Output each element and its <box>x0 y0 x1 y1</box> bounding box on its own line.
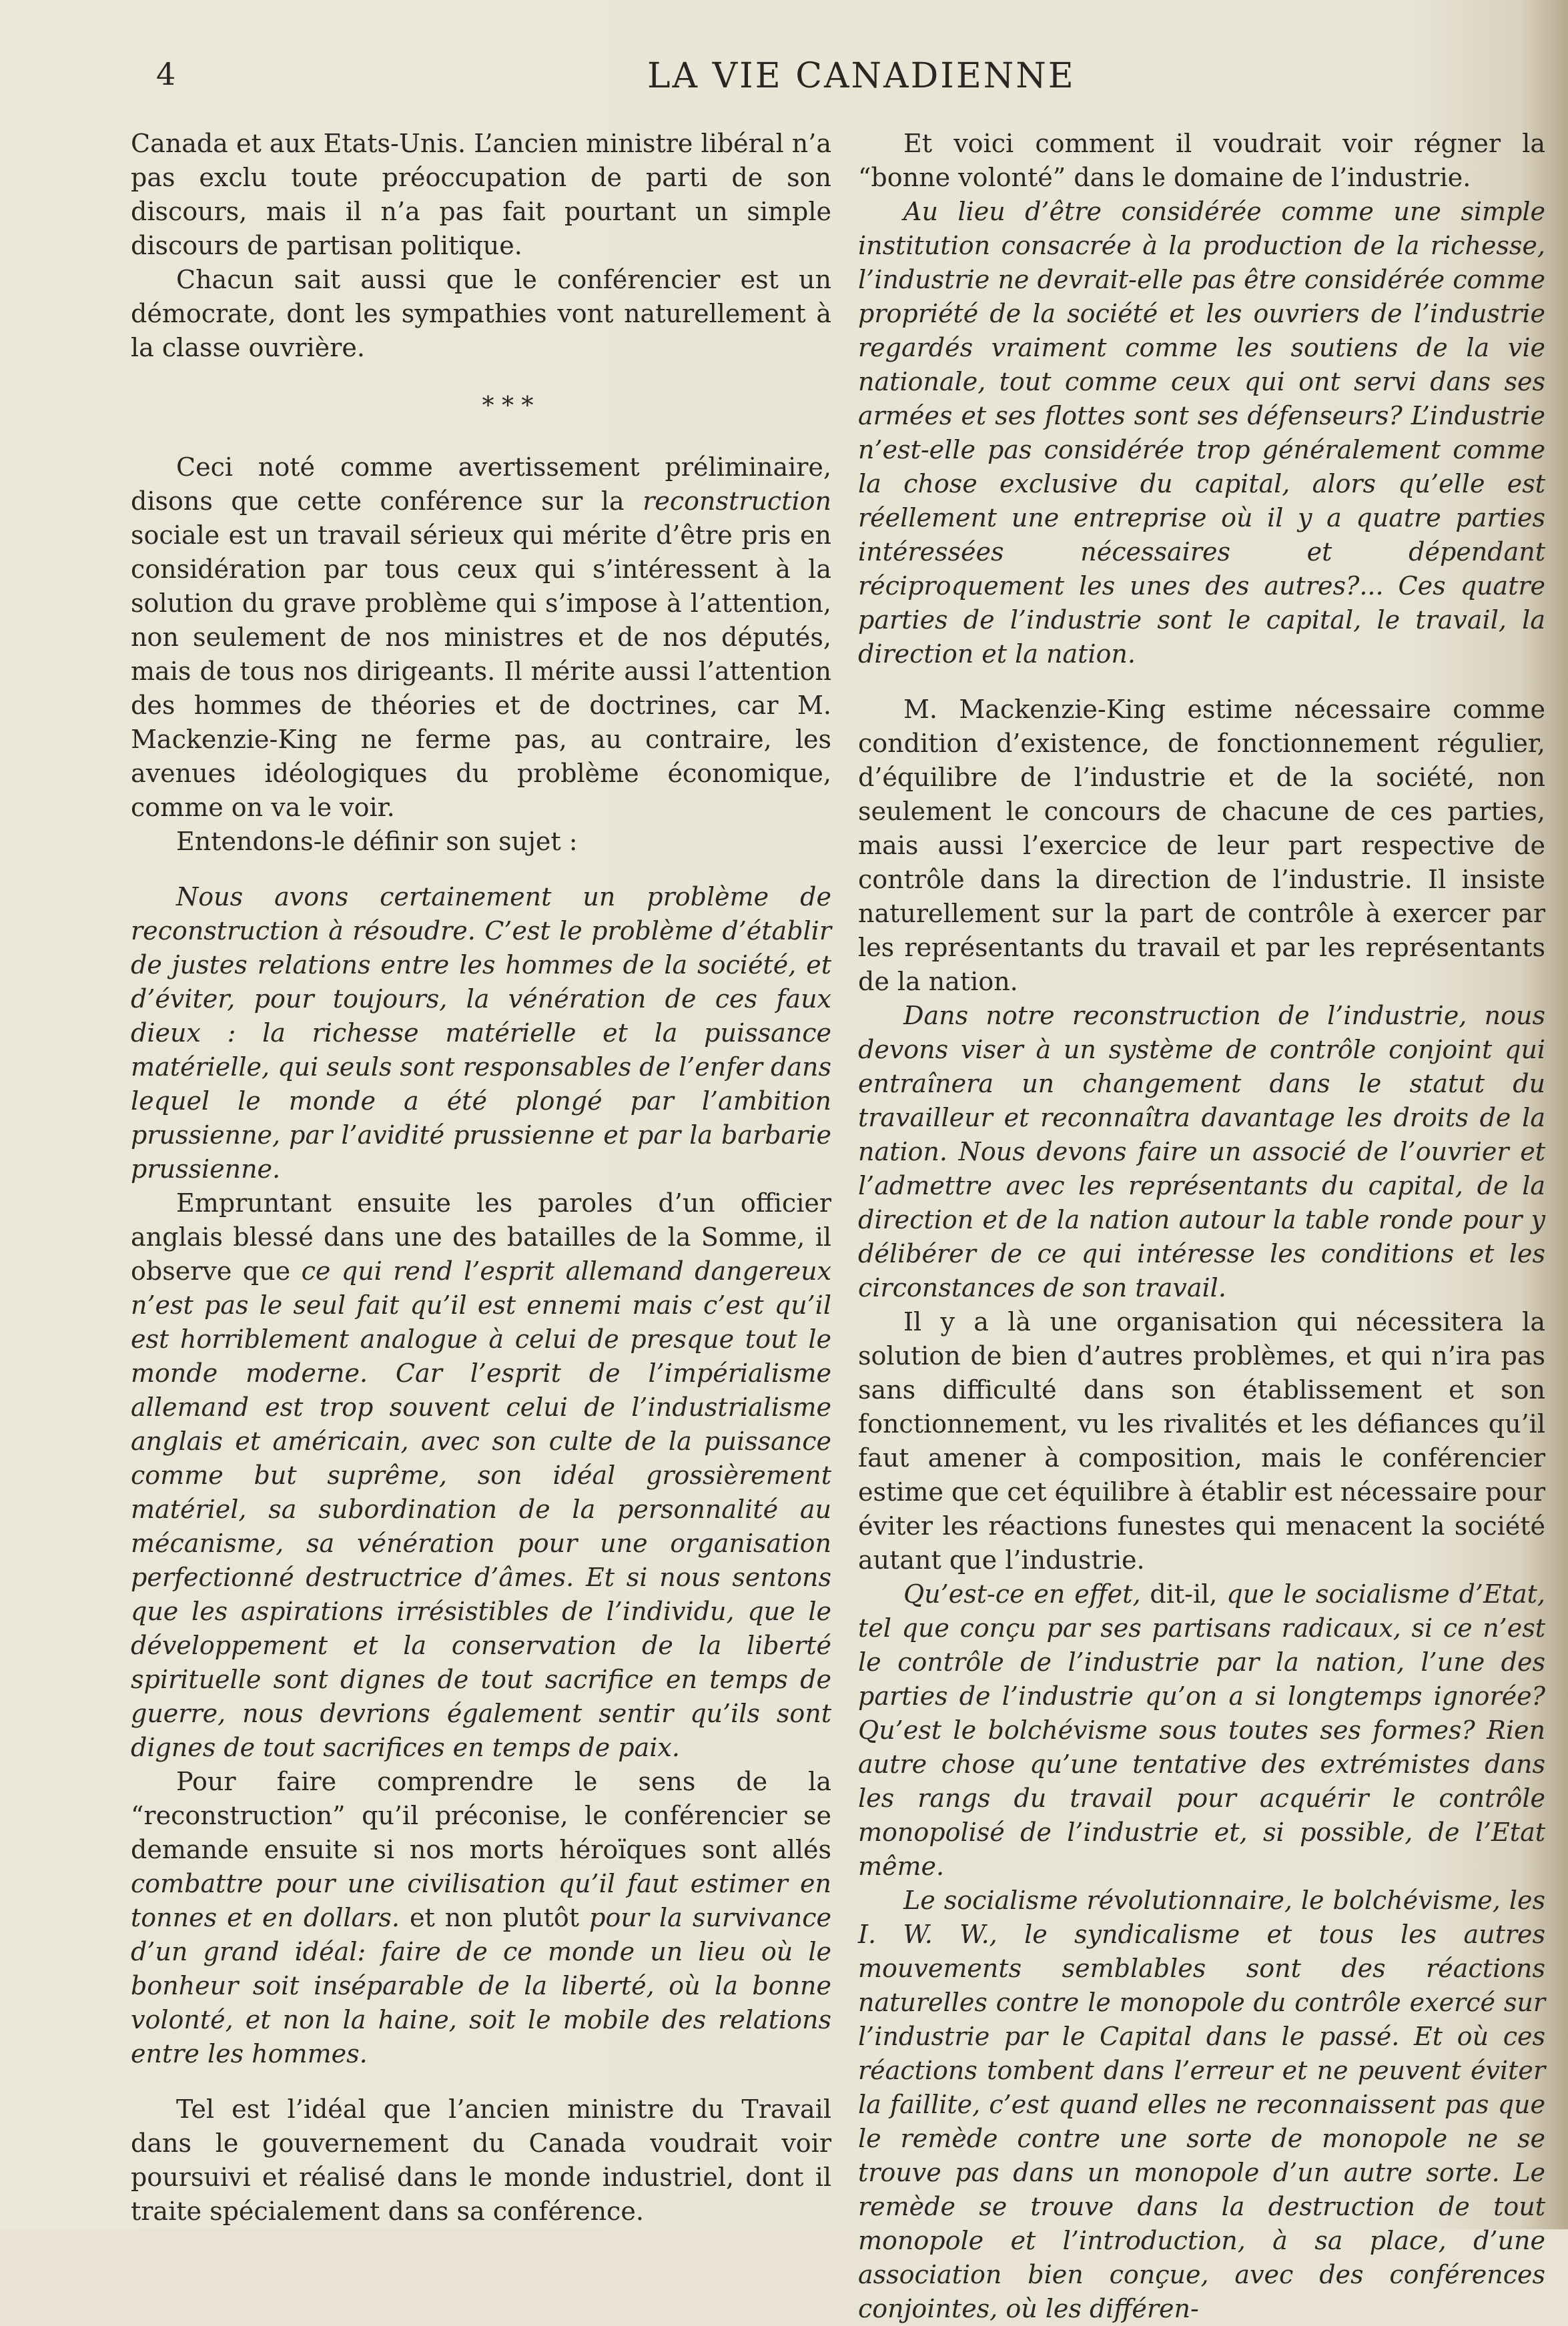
page-header <box>156 56 1524 109</box>
paragraph: Il y a là une organisation qui nécessitera la solution de bien d’autres problèmes, et qui n’ira pas sans difficulté dans son établissement et son fonctionnement, vu les rivalités et les défiances qu’il faut amener à composition, mais le conférencier estime que cet équilibre à établir est nécessaire pour éviter les réactions funestes qui menacent la société autant que l’industrie. <box>858 1307 1545 1575</box>
paragraph: Ceci noté comme avertissement préliminaire, disons que cette conférence sur la reconstruction sociale est un travail sérieux qui mérite d’être pris en considération par tous ceux qui s’intéressent à la solution du grave problème qui s’impose à l’attention, non seulement de nos ministres et de nos députés, mais de tous nos dirigeants. Il mérite aussi l’attention des hommes de théories et de doctrines, car M. Mackenzie-King ne ferme pas, au contraire, les avenues idéologiques du problème économique, comme on va le voir. <box>131 452 831 822</box>
paragraph: Entendons-le définir son sujet : <box>176 827 578 856</box>
left-column <box>131 127 831 2229</box>
paragraph: Canada et aux Etats-Unis. L’ancien ministre libéral n’a pas exclu toute préoccupation de parti de son discours, mais il n’a pas fait pourtant un simple discours de partisan politique. <box>131 129 831 260</box>
quotation: Nous avons certainement un problème de reconstruction à résoudre. C’est le problème d’établir de justes relations entre les hommes de la société, et d’éviter, pour toujours, la vénération de ces faux dieux : la richesse matérielle et la puissance matérielle, qui seuls sont responsables de l’enfer dans lequel le monde a été plongé par l’ambition prussienne, par l’avidité prussienne et par la barbarie prussienne. <box>131 882 832 1184</box>
quotation: Dans notre reconstruction de l’industrie, nous devons viser à un système de contrôle conjoint qui entraînera un changement dans le statut du travailleur et reconnaîtra davantage les droits de la nation. Nous devons faire un associé de l’ouvrier et l’admettre avec les représentants du capital, de la direction et de la nation autour la table ronde pour y délibérer de ce qui intéresse les conditions et les circonstances de son travail. <box>858 1001 1545 1302</box>
publication-title: LA VIE CANADIENNE <box>647 56 1076 96</box>
paragraph: Chacun sait aussi que le conférencier est un démocrate, dont les sympathies vont naturellement à la classe ouvrière. <box>131 265 831 362</box>
paragraph: Empruntant ensuite les paroles d’un officier anglais blessé dans une des batailles de la Somme, il observe que ce qui rend l’esprit allemand dangereux n’est pas le seul fait qu’il est ennemi mais c’est qu’il est horriblement analogue à celui de presque tout le monde moderne. Car l’esprit de l’impérialisme allemand est trop souvent celui de l’industrialisme anglais et américain, avec son culte de la puissance comme but suprême, son idéal grossièrement matériel, sa subordination de la personnalité au mécanisme, sa vénération pour une organisation perfectionné destructrice d’âmes. Et si nous sentons que les aspirations irrésistibles de l’individu, que le développement et la conservation de la liberté spirituelle sont dignes de tout sacrifice en temps de guerre, nous devrions également sentir qu’ils sont dignes de tout sacrifices en temps de paix. <box>131 1188 832 1762</box>
quotation: Qu’est-ce en effet, dit-il, que le socialisme d’Etat, tel que conçu par ses partisans radicaux, si ce n’est le contrôle de l’industrie par la nation, l’une des parties de l’industrie qu’on a si longtemps ignorée? Qu’est le bolchévisme sous toutes ses formes? Rien autre chose qu’une tentative des extrémistes dans les rangs du travail pour acquérir le contrôle monopolisé de l’industrie et, si possible, de l’Etat même. <box>858 1579 1545 1881</box>
paragraph: M. Mackenzie-King estime nécessaire comme condition d’existence, de fonctionnement régulier, d’équilibre de l’industrie et de la société, non seulement le concours de chacune de ces parties, mais aussi l’exercice de leur part respective de contrôle dans la direction de l’industrie. Il insiste naturellement sur la part de contrôle à exercer par les représentants du travail et par les représentants de la nation. <box>858 695 1545 996</box>
quotation: Le socialisme révolutionnaire, le bolchévisme, les I. W. W., le syndicalisme et tous les autres mouvements semblables sont des réactions naturelles contre le monopole du contrôle exercé sur l’industrie par le Capital dans le passé. Et où ces réactions tombent dans l’erreur et ne peuvent éviter la faillite, c’est quand elles ne reconnaissent pas que le remède contre une sorte de monopole ne se trouve pas dans un monopole d’un autre sorte. Le remède se trouve dans la destruction de tout monopole et l’introduction, à sa place, d’une association bien conçue, avec des conférences conjointes, où les différen- <box>858 1886 1545 2323</box>
page-number: 4 <box>156 56 177 92</box>
right-column <box>858 127 1545 2326</box>
quotation: Au lieu d’être considérée comme une simple institution consacrée à la production de la richesse, l’industrie ne devrait-elle pas être considérée comme propriété de la société et les ouvriers de l’industrie regardés vraiment comme les soutiens de la vie nationale, tout comme ceux qui ont servi dans ses armées et ses flottes sont ses défenseurs? L’industrie n’est-elle pas considérée trop généralement comme la chose exclusive du capital, alors qu’elle est réellement une entreprise où il y a quatre parties intéressées nécessaires et dépendant réciproquement les unes des autres?... Ces quatre parties de l’industrie sont le capital, le travail, la direction et la nation. <box>858 197 1545 669</box>
paragraph: Pour faire comprendre le sens de la “reconstruction” qu’il préconise, le conférencier se demande ensuite si nos morts héroïques sont allés combattre pour une civilisation qu’il faut estimer en tonnes et en dollars. et non plutôt pour la survivance d’un grand idéal: faire de ce monde un lieu où le bonheur soit inséparable de la liberté, où la bonne volonté, et non la haine, soit le mobile des relations entre les hommes. <box>131 1767 832 2068</box>
paragraph: Tel est l’idéal que l’ancien ministre du Travail dans le gouvernement du Canada voudrait voir poursuivi et réalisé dans le monde industriel, dont il traite spécialement dans sa conférence. <box>131 2094 831 2226</box>
section-separator: * * * <box>482 392 534 420</box>
paragraph: Et voici comment il voudrait voir régner la “bonne volonté” dans le domaine de l’industrie. <box>858 129 1545 192</box>
